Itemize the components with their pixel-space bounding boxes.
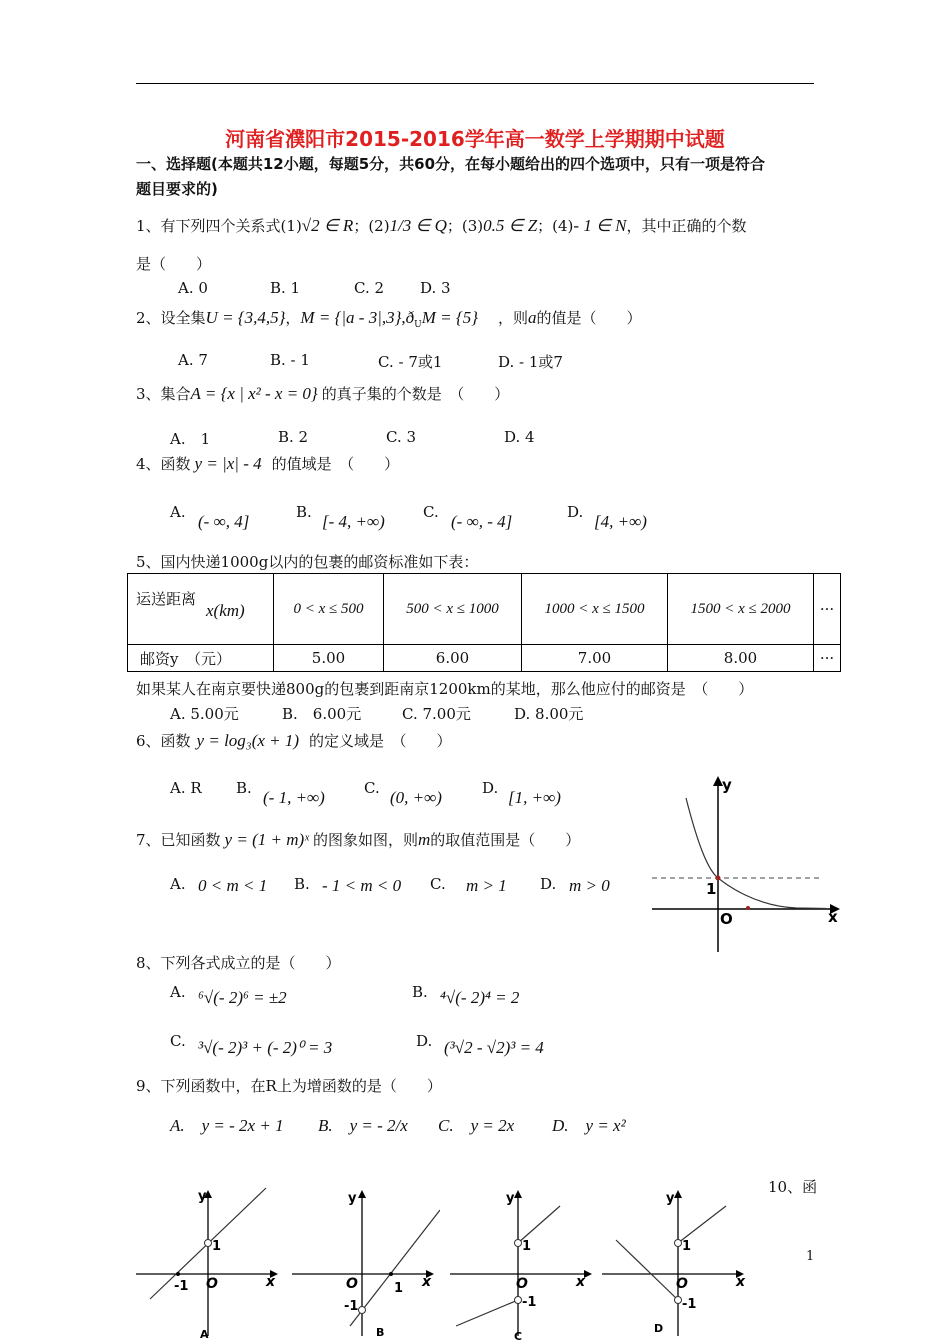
- open-point: [675, 1297, 682, 1304]
- q8-label-b: B.: [412, 983, 428, 1001]
- x-axis-label: x: [576, 1274, 586, 1290]
- q1-stem: [136, 215, 746, 236]
- table-cell-price-more: ···: [814, 645, 841, 672]
- q3-stem: [136, 383, 509, 404]
- q2-suffix: ，则: [498, 309, 529, 327]
- q7-middle: 的图象如图，则: [312, 831, 418, 849]
- one-label: 1: [522, 1239, 532, 1254]
- table-header-price: 邮资y （元）: [128, 645, 274, 672]
- table-row: [128, 574, 841, 645]
- q9-option-a: A. y = - 2x + 1: [170, 1116, 284, 1135]
- q4-func: y = |x| - 4: [194, 454, 262, 473]
- one-label: 1: [394, 1281, 404, 1296]
- q3-prefix: 3、集合: [136, 385, 191, 403]
- y-arrow-icon: [674, 1190, 682, 1198]
- q1-sep-4: ；(4): [537, 217, 574, 235]
- q4-stem: [136, 453, 399, 474]
- open-point: [515, 1297, 522, 1304]
- q7-label-d: D.: [540, 875, 557, 893]
- q4-prefix: 4、函数: [136, 455, 191, 473]
- root-point: [176, 1272, 180, 1276]
- q2-complement: M = {5}: [421, 308, 478, 327]
- neg-one-label: -1: [174, 1279, 189, 1294]
- open-point: [675, 1240, 682, 1247]
- q5-option-b: B. 6.00元: [282, 705, 362, 723]
- q9-option-c: C. y = 2x: [438, 1116, 515, 1135]
- section-heading-line1: 一、选择题(本题共12小题，每题5分，共60分，在每小题给出的四个选项中，只有一项是符合: [136, 155, 766, 173]
- q1-sep-2: ；(2): [353, 217, 390, 235]
- q2-set-m: M = {|a - 3|,3}: [300, 308, 402, 327]
- y-axis-label: y: [722, 776, 732, 794]
- q4-suffix: 的值域是 （ ）: [271, 455, 400, 473]
- q10-graph-c: [448, 1186, 598, 1341]
- q2-suffix2: 的值是（ ）: [536, 309, 642, 327]
- q1-option-c: C. 2: [354, 279, 385, 297]
- q4-label-a: A.: [170, 503, 186, 521]
- q1-suffix: ，其中正确的个数: [626, 217, 747, 235]
- one-label: 1: [212, 1239, 222, 1254]
- x-axis-label: x: [422, 1274, 432, 1290]
- q5-option-d: D. 8.00元: [514, 705, 584, 723]
- q5-option-a: A. 5.00元: [170, 705, 239, 723]
- q2-stem: [136, 307, 642, 330]
- line-graph-right: [518, 1206, 560, 1243]
- q6-label-a: A. R: [170, 779, 202, 797]
- q2-complement-sub: U: [414, 320, 422, 330]
- q4-label-c: C.: [423, 503, 439, 521]
- table-cell-range-2: 500 < x ≤ 1000: [384, 574, 522, 645]
- q6-value-b: (- 1, +∞): [263, 788, 325, 807]
- y-axis-label: y: [348, 1191, 357, 1206]
- q3-set: A = {x | x² - x = 0}: [190, 384, 318, 403]
- q6-suffix: 的定义域是 （ ）: [309, 732, 452, 750]
- table-cell-range-1: 0 < x ≤ 500: [274, 574, 384, 645]
- q9-stem: 9、下列函数中，在R上为增函数的是（ ）: [136, 1077, 442, 1095]
- q2-comma: ，: [285, 309, 301, 327]
- q7-func: y = (1 + m)ˣ: [224, 830, 309, 849]
- graph-caption: B: [376, 1326, 385, 1339]
- q7-label-a: A.: [170, 875, 186, 893]
- q8-value-a: ⁶√(- 2)⁶ = ±2: [198, 988, 287, 1007]
- q1-option-a: A. 0: [178, 279, 208, 297]
- axis-point: [746, 906, 750, 910]
- q3-suffix: 的真子集的个数是 （ ）: [321, 385, 510, 403]
- q7-var: m: [417, 830, 431, 849]
- q1-option-d: D. 3: [420, 279, 451, 297]
- q1-sep-3: ；(3): [446, 217, 484, 235]
- x-axis-label: x: [266, 1274, 276, 1290]
- q6-func: y = log₃(x + 1): [196, 731, 300, 750]
- q1-relation-2: 1/3 ∈ Q: [389, 216, 447, 235]
- q2-var: a: [528, 308, 537, 327]
- q5-option-c: C. 7.00元: [402, 705, 471, 723]
- origin-label: O: [206, 1276, 218, 1292]
- origin-label: O: [676, 1276, 688, 1292]
- q3-option-c: C. 3: [386, 428, 417, 446]
- line-graph-right: [678, 1206, 726, 1243]
- q4-label-d: D.: [567, 503, 584, 521]
- postage-table: [127, 573, 841, 672]
- q7-value-d: m > 0: [569, 876, 610, 895]
- q6-stem: [136, 730, 452, 751]
- x-axis-label: x: [828, 908, 838, 926]
- q6-label-c: C.: [364, 779, 380, 797]
- q3-option-b: B. 2: [278, 428, 309, 446]
- q7-label-c: C.: [430, 875, 446, 893]
- table-cell-price-3: 7.00: [522, 645, 668, 672]
- q8-label-a: A.: [170, 983, 186, 1001]
- neg-one-label: -1: [522, 1295, 537, 1310]
- q8-value-b: ⁴√(- 2)⁴ = 2: [440, 988, 520, 1007]
- page-title: 河南省濮阳市2015-2016学年高一数学上学期期中试题: [225, 127, 725, 151]
- q7-prefix: 7、已知函数: [136, 831, 221, 849]
- q10-graph-d: [600, 1186, 750, 1341]
- section-heading-line2: 题目要求的): [136, 180, 218, 198]
- graph-caption: C: [514, 1330, 523, 1341]
- table-cell-range-more: ···: [814, 574, 841, 645]
- q9-option-b: B. y = - 2/x: [318, 1116, 408, 1135]
- q6-label-b: B.: [236, 779, 252, 797]
- graph-caption: A: [200, 1328, 209, 1341]
- y-axis-label: y: [506, 1191, 515, 1206]
- q2-option-b: B. - 1: [270, 351, 310, 369]
- q10-stem: 10、函: [768, 1178, 818, 1196]
- q7-value-a: 0 < m < 1: [198, 876, 268, 895]
- y-arrow-icon: [514, 1190, 522, 1198]
- q8-label-c: C.: [170, 1032, 186, 1050]
- open-point: [359, 1307, 366, 1314]
- x-axis-label: x: [736, 1274, 746, 1290]
- q7-value-c: m > 1: [466, 876, 507, 895]
- q2-option-d: D. - 1或7: [498, 353, 563, 371]
- q1-relation-1: √2 ∈ R: [301, 216, 354, 235]
- table-row: [128, 645, 841, 672]
- neg-one-label: -1: [682, 1297, 697, 1312]
- table-cell-price-1: 5.00: [274, 645, 384, 672]
- y-axis-label: y: [198, 1189, 207, 1204]
- q4-value-a: (- ∞, 4]: [198, 512, 250, 531]
- origin-label: O: [346, 1276, 358, 1292]
- q4-value-b: [- 4, +∞): [322, 512, 385, 531]
- one-label: 1: [706, 880, 717, 898]
- open-point: [515, 1240, 522, 1247]
- line-graph-left: [616, 1240, 678, 1300]
- q8-label-d: D.: [416, 1032, 433, 1050]
- line-graph-left: [456, 1300, 518, 1326]
- q7-value-b: - 1 < m < 0: [322, 876, 402, 895]
- q1-relation-3: 0.5 ∈ Z: [483, 216, 538, 235]
- q4-label-b: B.: [296, 503, 312, 521]
- table-header-distance: [128, 574, 274, 645]
- q6-prefix: 6、函数: [136, 732, 191, 750]
- q2-option-c: C. - 7或1: [378, 353, 443, 371]
- q10-graph-a: [134, 1186, 284, 1341]
- table-cell-price-2: 6.00: [384, 645, 522, 672]
- q4-value-c: (- ∞, - 4]: [451, 512, 513, 531]
- origin-label: O: [720, 910, 733, 928]
- q7-label-b: B.: [294, 875, 310, 893]
- q3-option-d: D. 4: [504, 428, 535, 446]
- q2-prefix: 2、设全集: [136, 309, 206, 327]
- q9-option-d: D. y = x²: [552, 1116, 626, 1135]
- y-axis-label: y: [666, 1191, 675, 1206]
- q6-value-c: (0, +∞): [390, 788, 442, 807]
- q8-value-c: ³√(- 2)³ + (- 2)⁰ = 3: [198, 1038, 333, 1057]
- q7-suffix: 的取值范围是（ ）: [430, 831, 581, 849]
- q8-stem: 8、下列各式成立的是（ ）: [136, 954, 341, 972]
- root-point: [389, 1272, 393, 1276]
- page-number: 1: [806, 1249, 815, 1264]
- q7-exponential-graph: [646, 770, 846, 955]
- open-point: [205, 1240, 212, 1247]
- q1-stem-line2: 是（ ）: [136, 255, 212, 273]
- x-arrow-icon: [584, 1270, 592, 1278]
- q5-intro: 5、国内快递1000g以内的包裹的邮资标准如下表：: [136, 553, 479, 571]
- header-rule: [136, 83, 814, 84]
- q2-complement-symbol: ,ð: [401, 308, 415, 327]
- table-header-distance-label: 运送距离: [136, 589, 197, 608]
- one-label: 1: [682, 1239, 692, 1254]
- origin-label: O: [516, 1276, 528, 1292]
- q1-relation-4: - 1 ∈ N: [573, 216, 627, 235]
- q8-value-d: (³√2 - √2)³ = 4: [444, 1038, 544, 1057]
- q1-prefix: 1、有下列四个关系式(1): [136, 217, 302, 235]
- table-cell-range-4: 1500 < x ≤ 2000: [668, 574, 814, 645]
- table-header-distance-unit: x(km): [206, 600, 245, 620]
- table-cell-range-3: 1000 < x ≤ 1500: [522, 574, 668, 645]
- q10-graph-b: [290, 1186, 440, 1341]
- q6-label-d: D.: [482, 779, 499, 797]
- q7-stem: [136, 829, 580, 850]
- q4-value-d: [4, +∞): [594, 512, 647, 531]
- graph-caption: D: [654, 1322, 664, 1335]
- table-cell-price-4: 8.00: [668, 645, 814, 672]
- q3-option-a: A. 1: [170, 430, 211, 448]
- y-arrow-icon: [358, 1190, 366, 1198]
- neg-one-label: -1: [344, 1299, 359, 1314]
- q1-option-b: B. 1: [270, 279, 301, 297]
- q2-set-u: U = {3,4,5}: [205, 308, 286, 327]
- q6-value-d: [1, +∞): [508, 788, 561, 807]
- q2-option-a: A. 7: [178, 351, 208, 369]
- q5-question: 如果某人在南京要快递800g的包裹到距南京1200km的某地，那么他应付的邮资是 （ ）: [136, 680, 754, 698]
